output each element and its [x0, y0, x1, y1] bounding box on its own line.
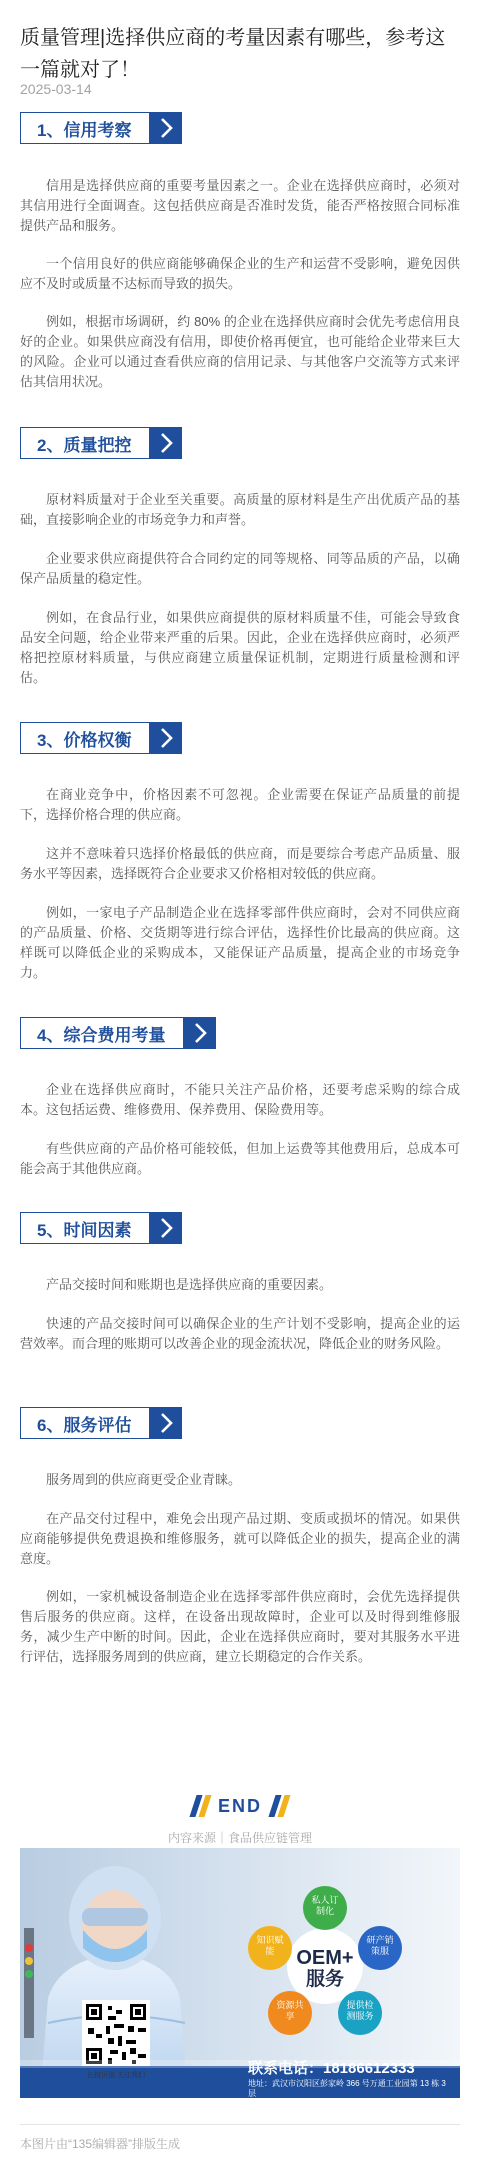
petal-label: 知识赋能: [256, 1935, 284, 1956]
editor-credit: 本图片由“135编辑器”排版生成: [20, 2137, 181, 2151]
paragraph: 例如，一家电子产品制造企业在选择零部件供应商时，会对不同供应商的产品质量、价格、交货期等进行综合评估，选择性价比最高的供应商。这样既可以降低企业的采购成本，又能保证产品质量，提高企业的市场竞争力。: [20, 905, 460, 980]
publish-date: 2025-03-14: [20, 81, 92, 97]
footer-divider: [20, 2124, 460, 2125]
paragraph: 服务周到的供应商更受企业青睐。: [46, 1472, 242, 1487]
paragraph: 在产品交付过程中，难免会出现产品过期、变质或损坏的情况。如果供应商能够提供免费退换和维修服务，就可以降低企业的损失，提高企业的满意度。: [20, 1511, 460, 1566]
paragraph: 产品交接时间和账期也是选择供应商的重要因素。: [46, 1277, 333, 1292]
contact-phone: 联系电话：18186612333: [248, 2060, 415, 2077]
paragraph: 企业要求供应商提供符合合同约定的同等规格、同等品质的产品，以确保产品质量的稳定性。: [20, 551, 460, 586]
section-heading-price: [20, 722, 182, 754]
chevron-right-icon: [150, 722, 182, 754]
chevron-right-icon: [184, 1017, 216, 1049]
paragraph: 这并不意味着只选择价格最低的供应商，而是要综合考虑产品质量、服务水平等因素，选择既符合企业要求又价格相对较低的供应商。: [20, 846, 460, 881]
paragraph: 企业在选择供应商时，不能只关注产品价格，还要考虑采购的综合成本。这包括运费、维修费用、保养费用、保险费用等。: [20, 1082, 460, 1117]
section-heading-cost: [20, 1017, 216, 1049]
section-title: 2、质量把控: [20, 427, 150, 459]
contact-address: 地址：武汉市汉阳区彭家岭 366 号万通工业园第 13 栋 3 层: [248, 2079, 446, 2098]
service-title: 服务: [305, 1969, 344, 1990]
paragraph: 原材料质量对于企业至关重要。高质量的原材料是生产出优质产品的基础，直接影响企业的市场竞争力和声誉。: [20, 492, 460, 527]
petal-label: 资源共享: [276, 2000, 304, 2021]
section-heading-service: [20, 1407, 182, 1439]
section-title: 3、价格权衡: [20, 722, 150, 754]
oem-title: OEM+: [296, 1947, 354, 1969]
chevron-right-icon: [150, 427, 182, 459]
chevron-right-icon: [150, 1212, 182, 1244]
paragraph: 例如，根据市场调研，约 80% 的企业在选择供应商时会优先考虑信用良好的企业。如果供应商没有信用，即使价格再便宜，也可能给企业带来巨大的风险。企业可以通过查看供应商的信用记录、与其他客户交流等方式来评估其信用状况。: [20, 314, 460, 389]
paragraph: 快速的产品交接时间可以确保企业的生产计划不受影响，提高企业的运营效率。而合理的账期可以改善企业的现金流状况，降低企业的财务风险。: [20, 1316, 460, 1351]
article-title: 质量管理|选择供应商的考量因素有哪些，参考这一篇就对了！: [20, 27, 446, 81]
slash-decoration-icon: [193, 1795, 208, 1817]
petal-label: 提供检测服务: [346, 2000, 374, 2021]
section-heading-quality: [20, 427, 182, 459]
promo-banner: [20, 1848, 460, 2098]
paragraph: 例如，一家机械设备制造企业在选择零部件供应商时，会优先选择提供售后服务的供应商。这样，在设备出现故障时，企业可以及时得到维修服务，减少生产中断的时间。因此，企业在选择供应商时，要对其服务水平进行评估，选择服务周到的供应商，建立长期稳定的合作关系。: [20, 1589, 460, 1664]
end-label: END: [217, 1795, 262, 1816]
content-source: 内容来源｜食品供应链管理: [167, 1831, 312, 1845]
petal-label: 研产销策服: [366, 1935, 394, 1956]
slash-decoration-icon: [272, 1795, 287, 1817]
section-title: 4、综合费用考量: [20, 1017, 184, 1049]
paragraph: 一个信用良好的供应商能够确保企业的生产和运营不受影响，避免因供应不及时或质量不达标而导致的损失。: [20, 256, 460, 291]
section-heading-credit: [20, 112, 182, 144]
qr-caption: 长按识别 关注我们: [87, 2072, 145, 2079]
section-title: 1、信用考察: [20, 112, 150, 144]
paragraph: 有些供应商的产品价格可能较低，但加上运费等其他费用后，总成本可能会高于其他供应商。: [20, 1141, 460, 1176]
section-heading-time: [20, 1212, 182, 1244]
chevron-right-icon: [150, 1407, 182, 1439]
paragraph: 在商业竞争中，价格因素不可忽视。企业需要在保证产品质量的前提下，选择价格合理的供应商。: [20, 787, 460, 822]
section-title: 5、时间因素: [20, 1212, 150, 1244]
section-title: 6、服务评估: [20, 1407, 150, 1439]
chevron-right-icon: [150, 112, 182, 144]
petal-label: 私人订制化: [311, 1895, 339, 1916]
paragraph: 信用是选择供应商的重要考量因素之一。企业在选择供应商时，必须对其信用进行全面调查。这包括供应商是否准时发货，能否严格按照合同标准提供产品和服务。: [20, 178, 460, 233]
paragraph: 例如，在食品行业，如果供应商提供的原材料质量不佳，可能会导致食品安全问题，给企业带来严重的后果。因此，企业在选择供应商时，必须严格把控原材料质量，与供应商建立质量保证机制，定期进行质量检测和评估。: [20, 610, 460, 685]
end-marker: [0, 1795, 480, 1817]
